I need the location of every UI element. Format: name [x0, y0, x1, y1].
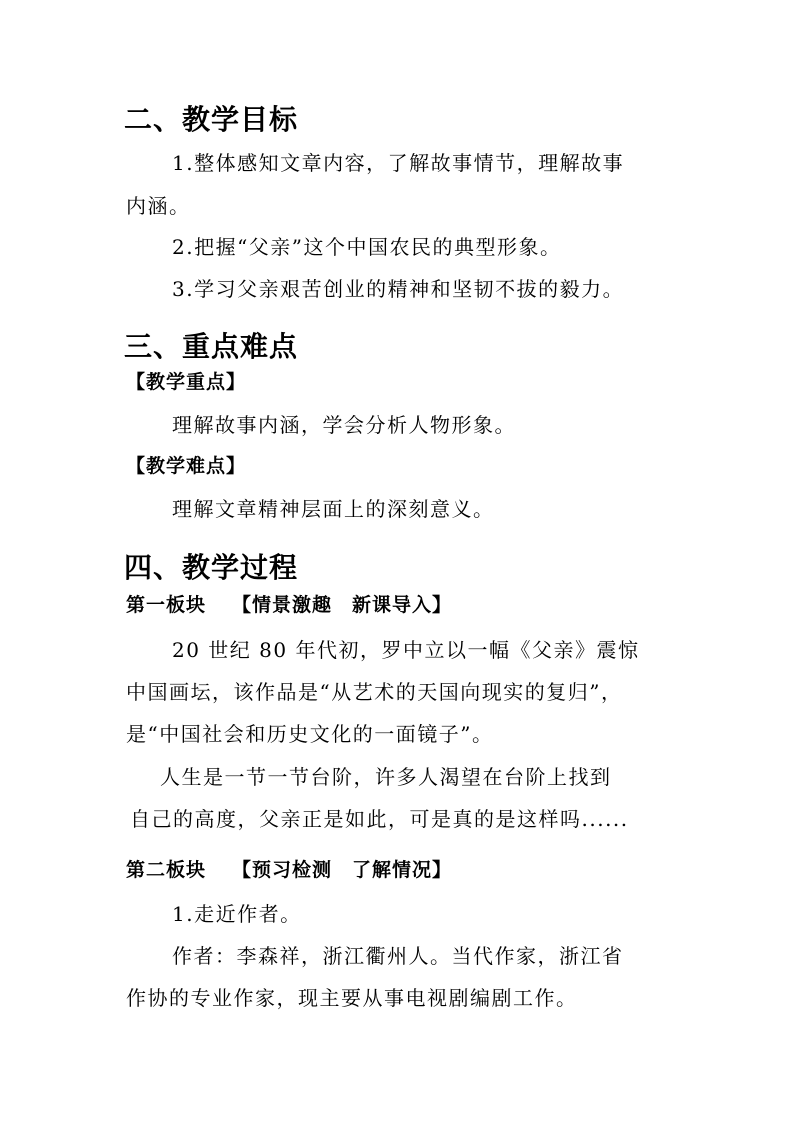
section-title-objectives: 二、教学目标	[124, 103, 299, 136]
block-1-label: 第一板块	[126, 594, 207, 616]
block-2-subtitle: 【预习检测 了解情况】	[232, 859, 453, 881]
difficulty-text: 理解文章精神层面上的深刻意义。	[172, 497, 495, 521]
block-2-header	[126, 861, 452, 880]
section-title-key-points: 三、重点难点	[124, 330, 299, 363]
block-2-author-line-1: 作者：李森祥，浙江衢州人。当代作家，浙江省	[172, 944, 624, 968]
block-1-header	[126, 596, 452, 615]
block-2-author-line-2: 作协的专业作家，现主要从事电视剧编剧工作。	[126, 986, 578, 1010]
focus-label: 【教学重点】	[126, 371, 247, 393]
block-1-para-1-line-2: 中国画坛，该作品是“从艺术的天国向现实的复归”，	[126, 680, 623, 704]
objective-1-line-2: 内涵。	[126, 194, 191, 218]
objective-1-line-1: 1.整体感知文章内容，了解故事情节，理解故事	[172, 151, 625, 175]
block-2-item-1: 1.走近作者。	[172, 902, 302, 926]
block-1-para-1-line-1: 20 世纪 80 年代初，罗中立以一幅《父亲》震惊	[172, 638, 640, 662]
block-2-label: 第二板块	[126, 859, 207, 881]
block-1-para-2-line-1: 人生是一节一节台阶，许多人渴望在台阶上找到	[160, 765, 612, 789]
objective-2: 2.把握“父亲”这个中国农民的典型形象。	[172, 235, 562, 259]
objective-3: 3.学习父亲艰苦创业的精神和坚韧不拔的毅力。	[172, 277, 625, 301]
focus-text: 理解故事内涵，学会分析人物形象。	[172, 413, 516, 437]
section-title-process: 四、教学过程	[124, 551, 299, 584]
block-1-subtitle: 【情景激趣 新课导入】	[232, 594, 453, 616]
block-1-para-2-line-2: 自己的高度，父亲正是如此，可是真的是这样吗......	[130, 807, 629, 831]
difficulty-label: 【教学难点】	[126, 455, 247, 477]
block-1-para-1-line-3: 是“中国社会和历史文化的一面镜子”。	[126, 722, 494, 746]
